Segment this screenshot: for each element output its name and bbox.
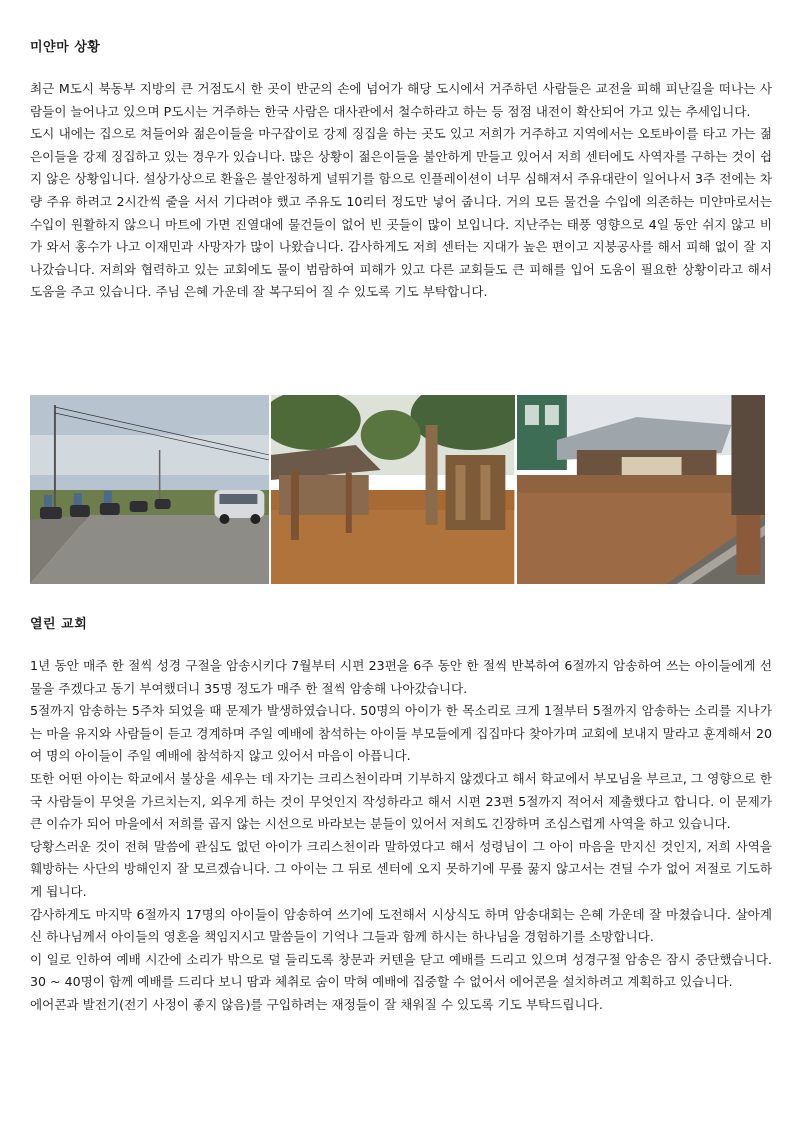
flooded-village-boat-photo [517,395,765,584]
paragraph: 최근 M도시 북동부 지방의 큰 거점도시 한 곳이 반군의 손에 넘어가 해당 도시에서 거주하던 사람들은 교전을 피해 피난길을 떠나는 사람들이 늘어나고 있으며 P도시는 거주하는 한국 사람은 대사관에서 철수하라고 하는 등 점점 내전이 확산되어 가고 있는 추세입니다. [30,81,772,119]
paragraph: 감사하게도 마지막 6절까지 17명의 아이들이 암송하여 쓰기에 도전해서 시상식도 하며 암송대회는 은혜 가운데 잘 마쳤습니다. 살아계신 하나님께서 아이들의 영혼을 책임지시고 말씀들이 기억나 그들과 함께 하시는 하나님을 경험하기를 소망합니다. [30,906,772,945]
flooded-houses-photo [271,395,514,584]
paragraph: 에어콘과 발전기(전기 사정이 좋지 않음)를 구입하려는 재정들이 잘 채워질 수 있도록 기도 부탁드립니다. [30,996,603,1012]
section-body-myanmar [30,78,772,304]
paragraph: 또한 어떤 아이는 학교에서 불상을 세우는 데 자기는 크리스천이라며 기부하지 않겠다고 해서 학교에서 부모님을 부르고, 그 영향으로 한국 사람들이 무엇을 가르치는지, 외우게 하는 것이 무엇인지 작성하라고 해서 시편 23편 5절까지 적어서 제출했다고 합니다. 이 문제가 큰 이슈가 되어 마을에서 저희를 곱지 않는 시선으로 바라보는 분들이 있어서 저희도 긴장하며 조심스럽게 사역을 하고 있습니다. [30,770,772,832]
section-body-open-church [30,655,772,1017]
paragraph: 도시 내에는 집으로 쳐들어와 젊은이들을 마구잡이로 강제 징집을 하는 곳도 있고 저희가 거주하고 지역에서는 오토바이를 타고 가는 젊은이들을 강제 징집하고 있는 경우가 있습니다. 많은 상황이 젊은이들을 불안하게 만들고 있어서 저희 센터에도 사역자를 구하는 것이 쉽지 않은 상황입니다. 설상가상으로 환율은 불안정하게 널뛰기를 함으로 인플레이션이 너무 심해져서 주유대란이 일어나서 3주 전에는 차량 주유 하려고 2시간씩 줄을 서서 기다려야 했고 주유도 10리터 정도만 넣어 줍니다. 거의 모든 물건을 수입에 의존하는 미얀마로서는 수입이 원활하지 않으니 마트에 가면 진열대에 물건들이 없어 빈 곳들이 많이 보입니다. 지난주는 태풍 영향으로 4일 동안 쉬지 않고 비가 와서 홍수가 나고 이재민과 사망자가 많이 나왔습니다. 감사하게도 저희 센터는 지대가 높은 편이고 지붕공사를 해서 피해 없이 잘 지나갔습니다. 저희와 협력하고 있는 교회에도 물이 범람하여 피해가 있고 다른 교회들도 큰 피해를 입어 도움이 필요한 상황이라고 해서 도움을 주고 있습니다. 주님 은혜 가운데 잘 복구되어 질 수 있도록 기도 부탁합니다. [30,126,772,300]
paragraph: 당황스러운 것이 전혀 말씀에 관심도 없던 아이가 크리스천이라 말하였다고 해서 성령님이 그 아이 마음을 만지신 것인지, 저희 사역을 훼방하는 사단의 방해인지 잘 모르겠습니다. 그 아이는 그 뒤로 센터에 오지 못하기에 무릎 꿇지 않고서는 견딜 수가 없어 저절로 기도하게 됩니다. [30,838,772,899]
paragraph: 이 일로 인하여 예배 시간에 소리가 밖으로 덜 들리도록 창문과 커텐을 닫고 예배를 드리고 있으며 성경구절 암송은 잠시 중단했습니다. 30 ~ 40명이 함께 예배를 드리다 보니 땀과 체취로 숨이 막혀 예배에 집중할 수 없어서 에어콘을 설치하려고 계획하고 있습니다. [30,951,772,990]
section-title-open-church: 열린 교회 [30,617,88,632]
paragraph: 1년 동안 매주 한 절씩 성경 구절을 암송시키다 7월부터 시편 23편을 6주 동안 한 절씩 반복하여 6절까지 암송하여 쓰는 아이들에게 선물을 주겠다고 동기 부여했더니 35명 정도가 매주 한 절씩 암송해 나아갔습니다. [30,658,772,696]
road-queue-photo [30,395,269,584]
section-title-myanmar: 미얀마 상황 [30,40,101,55]
paragraph: 5절까지 암송하는 5주차 되었을 때 문제가 발생하였습니다. 50명의 아이가 한 목소리로 크게 1절부터 5절까지 암송하는 소리를 지나가는 마을 유지와 사람들이 듣고 경계하며 주일 예배에 참석하는 아이들 부모들에게 집집마다 찾아가며 교회에 보내지 말라고 훈계해서 20여 명의 아이들이 주일 예배에 참석하지 않고 있어서 마음이 아픕니다. [30,703,772,764]
photo-strip [30,395,765,584]
